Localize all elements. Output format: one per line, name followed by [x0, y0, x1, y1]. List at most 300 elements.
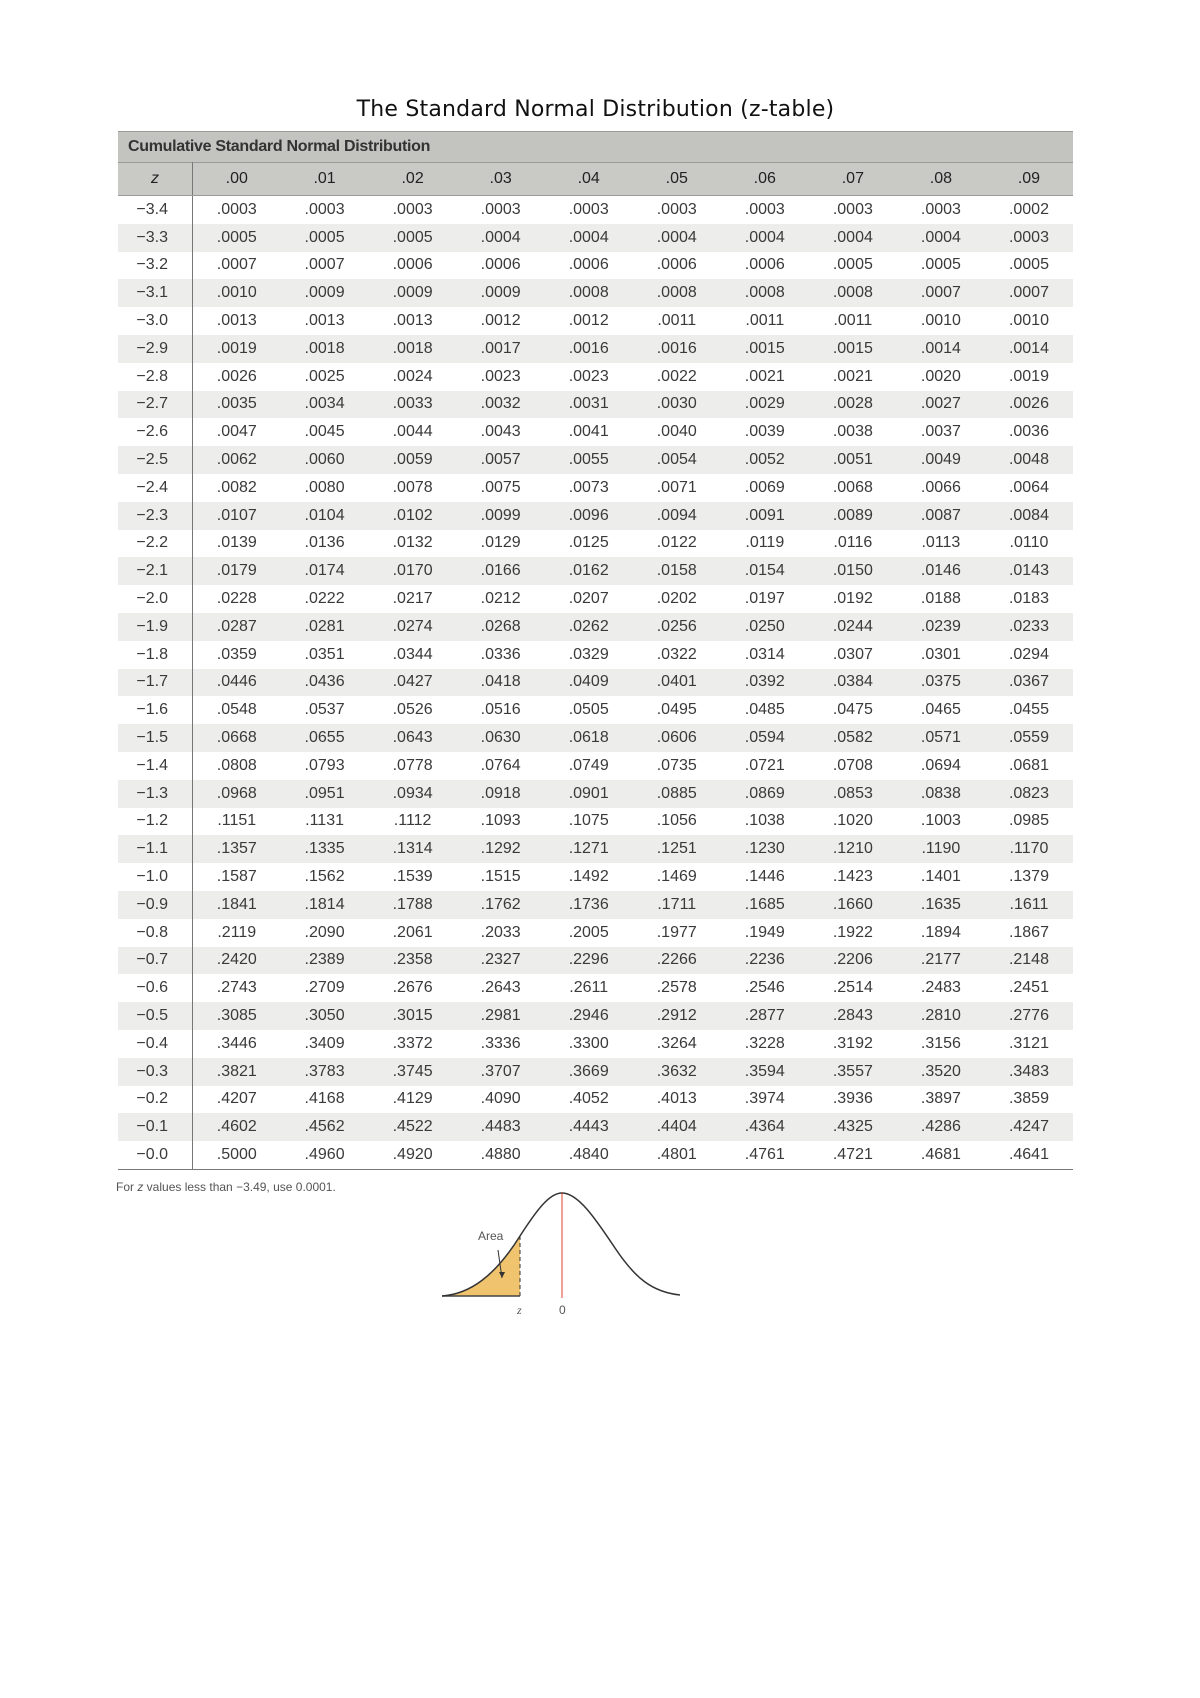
- probability-cell: .0006: [744, 256, 785, 274]
- probability-cell: .0005: [920, 256, 961, 274]
- table-header-row: [118, 163, 1073, 196]
- probability-cell: .0150: [809, 557, 897, 585]
- probability-cell: .0559: [985, 724, 1073, 752]
- table-row: [118, 863, 1073, 891]
- probability-cell: .0026: [985, 391, 1073, 419]
- probability-cell: .0102: [369, 502, 457, 530]
- z-value-cell: −2.0: [118, 585, 193, 613]
- page-title: The Standard Normal Distribution (z-table): [356, 97, 835, 122]
- probability-cell: .0040: [656, 423, 697, 441]
- probability-cell: .0016: [545, 335, 633, 363]
- probability-cell: .0250: [721, 613, 809, 641]
- probability-cell: .2033: [480, 923, 521, 941]
- z-value-cell: −3.2: [118, 252, 193, 280]
- z-value-cell: −2.2: [118, 530, 193, 558]
- probability-cell: .0036: [1008, 423, 1049, 441]
- probability-cell: .1335: [281, 835, 369, 863]
- probability-cell: .3936: [832, 1090, 873, 1108]
- probability-cell: .1038: [744, 812, 785, 830]
- probability-cell: .3264: [656, 1034, 697, 1052]
- probability-cell: .0322: [656, 645, 697, 663]
- z-value-cell: −1.8: [118, 641, 193, 669]
- probability-cell: .0183: [1008, 590, 1049, 608]
- probability-cell: .0239: [897, 613, 985, 641]
- probability-cell: .0188: [920, 590, 961, 608]
- probability-cell: .1056: [656, 812, 697, 830]
- probability-cell: .1685: [721, 891, 809, 919]
- probability-cell: .1539: [392, 868, 433, 886]
- probability-cell: .4443: [545, 1113, 633, 1141]
- probability-cell: .4247: [985, 1113, 1073, 1141]
- probability-cell: .0004: [721, 224, 809, 252]
- probability-cell: .0029: [721, 391, 809, 419]
- probability-cell: .0013: [392, 312, 433, 330]
- table-row: [118, 474, 1073, 502]
- probability-cell: .0594: [721, 724, 809, 752]
- probability-cell: .0643: [369, 724, 457, 752]
- probability-cell: .0091: [721, 502, 809, 530]
- table-row: [118, 613, 1073, 641]
- z-value-cell: −0.8: [118, 919, 193, 947]
- probability-cell: .0052: [721, 446, 809, 474]
- probability-cell: .2005: [568, 923, 609, 941]
- z-value-cell: −2.6: [118, 418, 193, 446]
- z-value-cell: −1.7: [118, 669, 193, 697]
- probability-cell: .0146: [897, 557, 985, 585]
- probability-cell: .0007: [985, 279, 1073, 307]
- probability-cell: .0336: [480, 645, 521, 663]
- probability-cell: .0004: [809, 224, 897, 252]
- probability-cell: .2843: [809, 1002, 897, 1030]
- probability-cell: .0735: [656, 756, 697, 774]
- probability-cell: .0125: [568, 534, 609, 552]
- probability-cell: .0047: [216, 423, 257, 441]
- probability-cell: .0571: [897, 724, 985, 752]
- probability-cell: .0202: [656, 590, 697, 608]
- probability-cell: .0009: [281, 279, 369, 307]
- probability-cell: .4602: [193, 1113, 281, 1141]
- probability-cell: .0901: [545, 780, 633, 808]
- z-value-cell: −0.1: [118, 1113, 193, 1141]
- table-row: [118, 974, 1073, 1002]
- z-value-cell: −1.1: [118, 835, 193, 863]
- probability-cell: .0359: [216, 645, 257, 663]
- probability-cell: .0015: [721, 335, 809, 363]
- probability-cell: .0028: [809, 391, 897, 419]
- probability-cell: .4522: [369, 1113, 457, 1141]
- probability-cell: .0154: [721, 557, 809, 585]
- probability-cell: .3228: [744, 1034, 785, 1052]
- probability-cell: .0384: [809, 669, 897, 697]
- probability-cell: .0582: [809, 724, 897, 752]
- probability-cell: .4761: [721, 1141, 809, 1169]
- z-value-cell: −3.3: [118, 224, 193, 252]
- probability-cell: .0006: [392, 256, 433, 274]
- probability-cell: .0059: [369, 446, 457, 474]
- table-row: [118, 891, 1073, 919]
- probability-cell: .0179: [193, 557, 281, 585]
- probability-cell: .3897: [920, 1090, 961, 1108]
- probability-cell: .0934: [369, 780, 457, 808]
- probability-cell: .2296: [545, 947, 633, 975]
- probability-cell: .0793: [304, 756, 345, 774]
- probability-cell: .4562: [281, 1113, 369, 1141]
- probability-cell: .0228: [216, 590, 257, 608]
- probability-cell: .0655: [281, 724, 369, 752]
- probability-cell: .0005: [369, 224, 457, 252]
- probability-cell: .0054: [633, 446, 721, 474]
- column-header: .02: [369, 163, 457, 196]
- probability-cell: .4090: [480, 1090, 521, 1108]
- column-header: .09: [985, 163, 1073, 196]
- table-row: [118, 947, 1073, 975]
- probability-cell: .0019: [193, 335, 281, 363]
- probability-cell: .0853: [809, 780, 897, 808]
- probability-cell: .0968: [193, 780, 281, 808]
- column-header: .00: [193, 163, 281, 196]
- probability-cell: .1814: [281, 891, 369, 919]
- probability-cell: .3594: [721, 1058, 809, 1086]
- probability-cell: .0004: [897, 224, 985, 252]
- probability-cell: .0375: [897, 669, 985, 697]
- probability-cell: .0003: [216, 200, 257, 218]
- probability-cell: .0013: [304, 312, 345, 330]
- footnote-variable: z: [137, 1180, 144, 1194]
- probability-cell: .1190: [897, 835, 985, 863]
- probability-cell: .0170: [369, 557, 457, 585]
- probability-cell: .0708: [832, 756, 873, 774]
- table-row: [118, 530, 1073, 558]
- probability-cell: .0007: [304, 256, 345, 274]
- probability-cell: .4325: [809, 1113, 897, 1141]
- probability-cell: .3557: [809, 1058, 897, 1086]
- probability-cell: .1711: [633, 891, 721, 919]
- probability-cell: .0495: [656, 701, 697, 719]
- probability-cell: .0301: [920, 645, 961, 663]
- probability-cell: .4880: [457, 1141, 545, 1169]
- probability-cell: .0008: [545, 279, 633, 307]
- probability-cell: .0033: [369, 391, 457, 419]
- z-value-cell: −0.5: [118, 1002, 193, 1030]
- probability-cell: .0192: [832, 590, 873, 608]
- probability-cell: .4207: [216, 1090, 257, 1108]
- probability-cell: .0287: [193, 613, 281, 641]
- probability-cell: .0129: [480, 534, 521, 552]
- z-value-cell: −3.0: [118, 307, 193, 335]
- probability-cell: .3974: [744, 1090, 785, 1108]
- probability-cell: .0409: [545, 669, 633, 697]
- probability-cell: .0009: [457, 279, 545, 307]
- probability-cell: .4286: [897, 1113, 985, 1141]
- probability-cell: .1131: [305, 812, 344, 830]
- probability-cell: .1401: [920, 868, 961, 886]
- probability-cell: .0516: [480, 701, 521, 719]
- z-value-cell: −0.4: [118, 1030, 193, 1058]
- probability-cell: .0080: [304, 478, 345, 496]
- z-value-cell: −1.9: [118, 613, 193, 641]
- probability-cell: .1635: [897, 891, 985, 919]
- probability-cell: .0031: [545, 391, 633, 419]
- probability-cell: .2776: [985, 1002, 1073, 1030]
- column-header: .01: [281, 163, 369, 196]
- probability-cell: .0096: [545, 502, 633, 530]
- probability-cell: .3632: [633, 1058, 721, 1086]
- probability-cell: .0044: [392, 423, 433, 441]
- probability-cell: .0116: [833, 534, 873, 552]
- probability-cell: .0022: [656, 367, 697, 385]
- probability-cell: .0668: [193, 724, 281, 752]
- probability-cell: .0007: [216, 256, 257, 274]
- probability-cell: .0066: [920, 478, 961, 496]
- table-row: [118, 1058, 1073, 1086]
- probability-cell: .0045: [304, 423, 345, 441]
- table-row: [118, 641, 1073, 669]
- probability-cell: .0630: [457, 724, 545, 752]
- probability-cell: .2389: [281, 947, 369, 975]
- probability-cell: .0043: [480, 423, 521, 441]
- probability-cell: .0069: [744, 478, 785, 496]
- probability-cell: .1170: [985, 835, 1073, 863]
- probability-cell: .4920: [369, 1141, 457, 1169]
- probability-cell: .1003: [920, 812, 961, 830]
- probability-cell: .0281: [281, 613, 369, 641]
- z-value-cell: −1.6: [118, 696, 193, 724]
- column-header: .08: [897, 163, 985, 196]
- probability-cell: .4404: [633, 1113, 721, 1141]
- probability-cell: .3409: [304, 1034, 345, 1052]
- table-row: [118, 724, 1073, 752]
- table-row: [118, 696, 1073, 724]
- probability-cell: .1151: [217, 812, 257, 830]
- probability-cell: .0014: [985, 335, 1073, 363]
- table-row: [118, 446, 1073, 474]
- table-row: [118, 1002, 1073, 1030]
- probability-cell: .0004: [457, 224, 545, 252]
- probability-cell: .0012: [480, 312, 521, 330]
- probability-cell: .0051: [809, 446, 897, 474]
- probability-cell: .0618: [545, 724, 633, 752]
- probability-cell: .3085: [193, 1002, 281, 1030]
- probability-cell: .1949: [744, 923, 785, 941]
- normal-curve-figure: [430, 1178, 710, 1317]
- probability-cell: .0838: [897, 780, 985, 808]
- probability-cell: .0985: [1008, 812, 1049, 830]
- probability-cell: .3121: [1008, 1034, 1049, 1052]
- probability-cell: .0694: [920, 756, 961, 774]
- probability-cell: .1762: [457, 891, 545, 919]
- probability-cell: .0013: [216, 312, 257, 330]
- probability-cell: .0035: [193, 391, 281, 419]
- probability-cell: .0485: [744, 701, 785, 719]
- z-value-cell: −2.5: [118, 446, 193, 474]
- z-value-cell: −1.4: [118, 752, 193, 780]
- probability-cell: .1292: [457, 835, 545, 863]
- z-value-cell: −2.4: [118, 474, 193, 502]
- probability-cell: .1251: [633, 835, 721, 863]
- probability-cell: .0084: [985, 502, 1073, 530]
- probability-cell: .0034: [281, 391, 369, 419]
- probability-cell: .2514: [832, 979, 873, 997]
- table-row: [118, 585, 1073, 613]
- probability-cell: .0162: [545, 557, 633, 585]
- probability-cell: .0082: [216, 478, 257, 496]
- table-row: [118, 752, 1073, 780]
- probability-cell: .0136: [304, 534, 345, 552]
- probability-cell: .0075: [480, 478, 521, 496]
- probability-cell: .0143: [985, 557, 1073, 585]
- z-value-cell: −0.0: [118, 1141, 193, 1169]
- probability-cell: .0401: [633, 669, 721, 697]
- probability-cell: .0010: [1008, 312, 1049, 330]
- probability-cell: .1271: [545, 835, 633, 863]
- probability-cell: .0011: [657, 312, 697, 330]
- probability-cell: .1020: [832, 812, 873, 830]
- probability-cell: .0122: [656, 534, 697, 552]
- probability-cell: .0030: [633, 391, 721, 419]
- probability-cell: .0918: [457, 780, 545, 808]
- probability-cell: .0104: [281, 502, 369, 530]
- probability-cell: .0351: [304, 645, 345, 663]
- probability-cell: .0344: [392, 645, 433, 663]
- probability-cell: .0166: [457, 557, 545, 585]
- probability-cell: .3821: [193, 1058, 281, 1086]
- probability-cell: .1977: [656, 923, 697, 941]
- table-row: [118, 391, 1073, 419]
- probability-cell: .2206: [809, 947, 897, 975]
- probability-cell: .0392: [721, 669, 809, 697]
- probability-cell: .0008: [721, 279, 809, 307]
- probability-cell: .0110: [1009, 534, 1049, 552]
- column-header-z: z: [118, 163, 193, 196]
- probability-cell: .0307: [832, 645, 873, 663]
- probability-cell: .2420: [193, 947, 281, 975]
- probability-cell: .0006: [480, 256, 521, 274]
- probability-cell: .0418: [457, 669, 545, 697]
- table-row: [118, 808, 1073, 836]
- z-label: z: [517, 1303, 522, 1317]
- table-row: [118, 557, 1073, 585]
- probability-cell: .2676: [392, 979, 433, 997]
- probability-cell: .0158: [633, 557, 721, 585]
- z-value-cell: −0.7: [118, 947, 193, 975]
- probability-cell: .0023: [568, 367, 609, 385]
- probability-cell: .0107: [193, 502, 281, 530]
- table-row: [118, 363, 1073, 391]
- z-value-cell: −1.5: [118, 724, 193, 752]
- probability-cell: .4681: [897, 1141, 985, 1169]
- probability-cell: .0446: [193, 669, 281, 697]
- probability-cell: .0024: [392, 367, 433, 385]
- column-header: .05: [633, 163, 721, 196]
- probability-cell: .0548: [216, 701, 257, 719]
- table-row: [118, 335, 1073, 363]
- probability-cell: .0951: [281, 780, 369, 808]
- probability-cell: .0021: [832, 367, 873, 385]
- probability-cell: .2358: [369, 947, 457, 975]
- probability-cell: .2981: [457, 1002, 545, 1030]
- probability-cell: .4129: [392, 1090, 433, 1108]
- probability-cell: .1660: [809, 891, 897, 919]
- probability-cell: .1075: [568, 812, 609, 830]
- probability-cell: .0869: [721, 780, 809, 808]
- probability-cell: .4801: [633, 1141, 721, 1169]
- probability-cell: .0071: [656, 478, 697, 496]
- normal-curve-svg: [430, 1178, 710, 1317]
- table-row: [118, 418, 1073, 446]
- probability-cell: .0003: [920, 200, 961, 218]
- table-row: [118, 279, 1073, 307]
- probability-cell: .0087: [897, 502, 985, 530]
- table-row: [118, 252, 1073, 280]
- probability-cell: .1736: [545, 891, 633, 919]
- column-header: .06: [721, 163, 809, 196]
- probability-cell: .1492: [568, 868, 609, 886]
- z-value-cell: −1.3: [118, 780, 193, 808]
- probability-cell: .0027: [897, 391, 985, 419]
- probability-cell: .4168: [304, 1090, 345, 1108]
- z-value-cell: −2.8: [118, 363, 193, 391]
- probability-cell: .3015: [369, 1002, 457, 1030]
- probability-cell: .4364: [721, 1113, 809, 1141]
- probability-cell: .0606: [633, 724, 721, 752]
- z-value-cell: −0.9: [118, 891, 193, 919]
- z-value-cell: −2.3: [118, 502, 193, 530]
- probability-cell: .0212: [480, 590, 521, 608]
- probability-cell: .1867: [1008, 923, 1049, 941]
- probability-cell: .1357: [193, 835, 281, 863]
- probability-cell: .2643: [480, 979, 521, 997]
- probability-cell: .0019: [1008, 367, 1049, 385]
- table-row: [118, 1030, 1073, 1058]
- probability-cell: .0233: [985, 613, 1073, 641]
- probability-cell: .3446: [216, 1034, 257, 1052]
- probability-cell: .0314: [744, 645, 785, 663]
- area-label: Area: [478, 1229, 504, 1243]
- probability-cell: .3192: [832, 1034, 873, 1052]
- probability-cell: .0038: [832, 423, 873, 441]
- probability-cell: .0778: [392, 756, 433, 774]
- probability-cell: .2546: [744, 979, 785, 997]
- probability-cell: .0256: [633, 613, 721, 641]
- probability-cell: .3707: [457, 1058, 545, 1086]
- probability-cell: .2877: [721, 1002, 809, 1030]
- probability-cell: .0119: [745, 534, 785, 552]
- probability-cell: .0089: [809, 502, 897, 530]
- probability-cell: .2709: [304, 979, 345, 997]
- probability-cell: .0003: [656, 200, 697, 218]
- probability-cell: .4960: [281, 1141, 369, 1169]
- table-row: [118, 1113, 1073, 1141]
- probability-cell: .3745: [369, 1058, 457, 1086]
- probability-cell: .0207: [568, 590, 609, 608]
- z-value-cell: −2.9: [118, 335, 193, 363]
- probability-cell: .0009: [369, 279, 457, 307]
- probability-cell: .3783: [281, 1058, 369, 1086]
- probability-cell: .0008: [633, 279, 721, 307]
- probability-cell: .3859: [1008, 1090, 1049, 1108]
- probability-cell: .0681: [1008, 756, 1049, 774]
- probability-cell: .0017: [457, 335, 545, 363]
- probability-cell: .4721: [809, 1141, 897, 1169]
- probability-cell: .0021: [744, 367, 785, 385]
- probability-cell: .0041: [568, 423, 609, 441]
- probability-cell: .0008: [809, 279, 897, 307]
- probability-cell: .0037: [920, 423, 961, 441]
- probability-cell: .0006: [568, 256, 609, 274]
- probability-cell: .4052: [568, 1090, 609, 1108]
- probability-cell: .0003: [304, 200, 345, 218]
- z-table-grid: [118, 162, 1073, 1170]
